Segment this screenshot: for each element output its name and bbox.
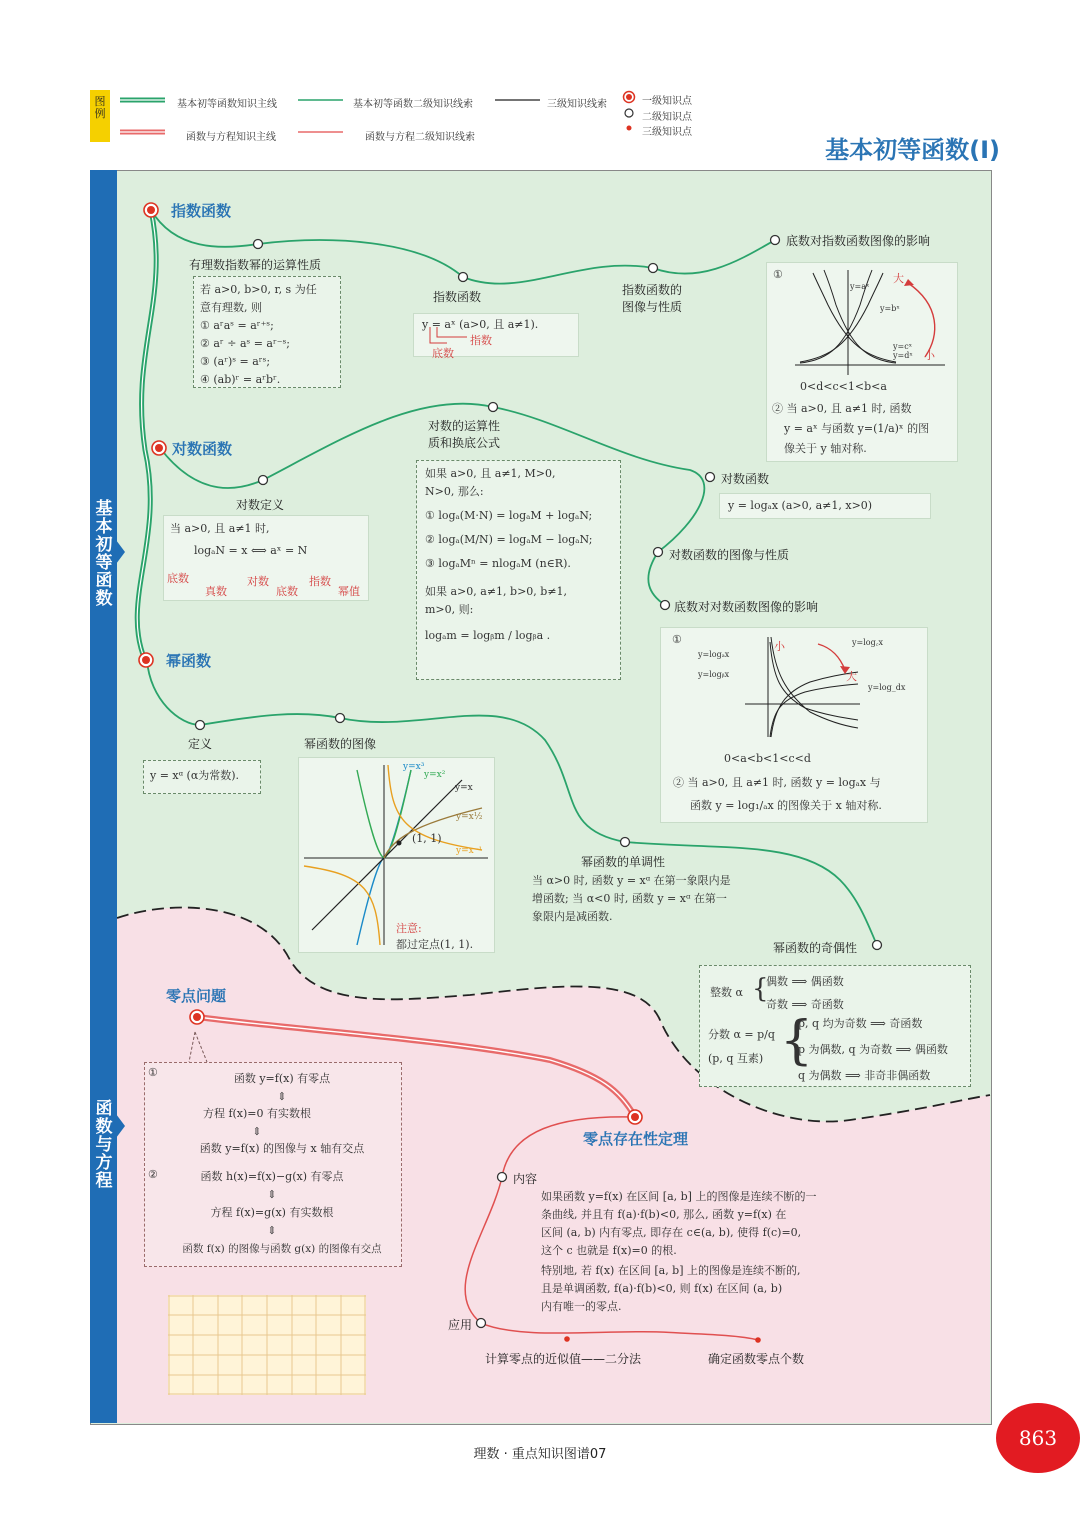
exp-title: 指数函数 bbox=[171, 202, 232, 220]
legend-tag: 图例 bbox=[90, 90, 110, 142]
zero-line: 函数 h(x)=f(x)−g(x) 有零点 bbox=[200, 1170, 344, 1183]
zero-app2: 确定函数零点个数 bbox=[708, 1352, 805, 1366]
zero-circle: ② bbox=[148, 1168, 158, 1181]
exp-prop-line: ① aʳaˢ = aʳ⁺ˢ; bbox=[200, 319, 274, 332]
power-parity-rule: p 为偶数, q 为奇数 ⟹ 偶函数 bbox=[798, 1043, 948, 1056]
exp-label-bracket bbox=[417, 325, 477, 350]
log-def-title: 对数定义 bbox=[236, 498, 285, 512]
power-parity-coprime: (p, q 互素) bbox=[708, 1052, 764, 1065]
log-rule: ① logₐ(M·N) = logₐM + logₐN; bbox=[425, 509, 593, 522]
exp-prop-line: ② aʳ ÷ aˢ = aʳ⁻ˢ; bbox=[200, 337, 291, 350]
exp-prop-box bbox=[193, 276, 341, 388]
zero-content-line: 条曲线, 并且有 f(a)·f(b)<0, 那么, 函数 y=f(x) 在 bbox=[541, 1208, 787, 1221]
zero-content-line: 特别地, 若 f(x) 在区间 [a, b] 上的图像是连续不断的, bbox=[541, 1264, 801, 1277]
legend-third-line: 三级知识线索 bbox=[547, 99, 607, 110]
log-base-effect-title: 底数对对数函数图像的影响 bbox=[674, 600, 819, 614]
power-def-title: 定义 bbox=[188, 737, 213, 751]
log-graph-note: ② 当 a>0, 且 a≠1 时, 函数 y = logₐx 与 bbox=[673, 776, 881, 789]
zero-arrow: ⇕ bbox=[277, 1090, 287, 1103]
exp-prop-line: 意有理数, 则 bbox=[200, 301, 262, 314]
exp-graph-circle: ① bbox=[773, 268, 783, 281]
log-change-head: m>0, 则: bbox=[425, 603, 474, 616]
exp-func-def: y = aˣ (a>0, 且 a≠1). bbox=[422, 318, 539, 331]
log-rule-head: 如果 a>0, 且 a≠1, M>0, bbox=[425, 467, 556, 480]
exp-graph-title: 指数函数的 图像与性质 bbox=[622, 283, 683, 314]
power-curve-label: y=x½ bbox=[456, 812, 483, 822]
log-small: 小 bbox=[774, 640, 785, 653]
log-graph bbox=[740, 632, 870, 742]
power-def-formula: y = xᵅ (α为常数). bbox=[150, 769, 240, 782]
log-rule-title: 对数的运算性 质和换底公式 bbox=[428, 419, 501, 450]
log-def-line1: 当 a>0, 且 a≠1 时, bbox=[170, 522, 270, 535]
exp-curve-label: y=dˣ bbox=[893, 351, 913, 360]
log-def-label: 真数 bbox=[205, 585, 227, 598]
log-curve-label: y=logₐx bbox=[698, 650, 730, 659]
zero-circle: ① bbox=[148, 1066, 158, 1079]
power-parity-even: 偶数 ⟹ 偶函数 bbox=[766, 975, 844, 988]
power-parity-frac: 分数 α = p/q bbox=[708, 1028, 775, 1041]
log-curve-label: y=log_dx bbox=[868, 683, 906, 692]
exp-label-index: 指数 bbox=[470, 334, 492, 347]
exp-prop-title: 有理数指数幂的运算性质 bbox=[189, 258, 322, 272]
log-graph-note: 函数 y = log₁/ₐx 的图像关于 x 轴对称. bbox=[690, 799, 882, 812]
band-arrows bbox=[116, 540, 126, 1140]
band-label-basic: 基本初等函数 bbox=[95, 499, 113, 609]
exp-prop-line: 若 a>0, b>0, r, s 为任 bbox=[200, 283, 317, 296]
zero-content-line: 如果函数 y=f(x) 在区间 [a, b] 上的图像是连续不断的一 bbox=[541, 1190, 817, 1203]
power-def-box bbox=[143, 760, 261, 794]
exp-curve-label: y=aˣ bbox=[850, 282, 870, 291]
power-mono-line: 象限内是减函数. bbox=[532, 910, 613, 923]
zero-content-line: 这个 c 也就是 f(x)=0 的根. bbox=[541, 1244, 677, 1257]
power-graph-title: 幂函数的图像 bbox=[304, 737, 377, 751]
legend-eq-second-line: 函数与方程二级知识线索 bbox=[365, 132, 475, 143]
zero-arrow: ⇕ bbox=[267, 1188, 277, 1201]
exp-curve-label: y=cˣ bbox=[893, 342, 913, 351]
exp-small: 小 bbox=[924, 349, 935, 362]
power-curve-label: y=x⁻¹ bbox=[456, 846, 483, 856]
zero-arrow: ⇕ bbox=[252, 1125, 262, 1138]
zero-content-line: 内有唯一的零点. bbox=[541, 1300, 622, 1313]
log-rule: ② logₐ(M/N) = logₐM − logₐN; bbox=[425, 533, 593, 546]
zero-app-title: 应用 bbox=[448, 1318, 473, 1332]
log-title: 对数函数 bbox=[172, 440, 233, 458]
page-title: 基本初等函数(Ⅰ) bbox=[825, 136, 1000, 164]
log-rule-box bbox=[416, 460, 621, 680]
exp-graph-cond: 0<d<c<1<b<a bbox=[800, 380, 887, 393]
log-graph-title: 对数函数的图像与性质 bbox=[669, 548, 790, 562]
exp-graph-note: 像关于 y 轴对称. bbox=[784, 442, 867, 455]
legend-point3: 三级知识点 bbox=[642, 127, 692, 138]
power-parity-int: 整数 α bbox=[710, 986, 743, 999]
power-mono-line: 增函数; 当 α<0 时, 函数 y = xᵅ 在第一 bbox=[532, 892, 727, 905]
log-change-head: 如果 a>0, a≠1, b>0, b≠1, bbox=[425, 585, 568, 598]
zero-line: 方程 f(x)=0 有实数根 bbox=[202, 1107, 312, 1120]
log-graph-cond: 0<a<b<1<c<d bbox=[724, 752, 811, 765]
power-curve-label: y=x² bbox=[424, 770, 446, 780]
zero-content-title: 内容 bbox=[513, 1172, 538, 1186]
legend-main-line: 基本初等函数知识主线 bbox=[177, 99, 277, 110]
log-def-label: 对数 bbox=[247, 575, 269, 588]
log-func-def: y = logₐx (a>0, a≠1, x>0) bbox=[728, 499, 873, 512]
zero-pointer bbox=[185, 1030, 215, 1064]
zero-line: 函数 f(x) 的图像与函数 g(x) 的图像有交点 bbox=[182, 1243, 382, 1255]
power-note2: 都过定点(1, 1). bbox=[396, 938, 474, 951]
log-change-formula: logₐm = logᵦm / logᵦa . bbox=[425, 629, 551, 642]
exp-graph-note: ② 当 a>0, 且 a≠1 时, 函数 bbox=[772, 402, 912, 415]
exp-label-base: 底数 bbox=[432, 347, 454, 360]
page-number: 863 bbox=[996, 1403, 1080, 1473]
power-parity-rule: q 为偶数 ⟹ 非奇非偶函数 bbox=[798, 1069, 931, 1082]
zero-line: 函数 y=f(x) 的图像与 x 轴有交点 bbox=[199, 1142, 365, 1155]
zero-theorem-title: 零点存在性定理 bbox=[583, 1130, 689, 1148]
log-def-label: 指数 bbox=[309, 575, 331, 588]
legend-second-line: 基本初等函数二级知识线索 bbox=[353, 99, 473, 110]
legend-point2: 二级知识点 bbox=[642, 112, 692, 123]
log-big: 大 bbox=[846, 670, 857, 683]
log-func-box bbox=[719, 493, 931, 519]
zero-content-line: 区间 (a, b) 内有零点, 即存在 c∈(a, b), 使得 f(c)=0, bbox=[541, 1226, 802, 1239]
log-func-title: 对数函数 bbox=[721, 472, 770, 486]
power-mono-line: 当 α>0 时, 函数 y = xᵅ 在第一象限内是 bbox=[532, 874, 731, 887]
log-rule-head: N>0, 那么: bbox=[425, 485, 484, 498]
band-label-equation: 函数与方程 bbox=[95, 1099, 113, 1191]
legend-point1: 一级知识点 bbox=[642, 96, 692, 107]
zero-arrow: ⇕ bbox=[267, 1224, 277, 1237]
exp-base-effect-title: 底数对指数函数图像的影响 bbox=[786, 234, 931, 248]
power-note1: 注意: bbox=[396, 922, 422, 935]
log-def-label: 幂值 bbox=[338, 585, 360, 598]
log-def-label: 底数 bbox=[276, 585, 298, 598]
brace-icon: { bbox=[780, 1011, 814, 1071]
log-curve-label: y=logᵦx bbox=[698, 670, 730, 679]
log-def-label: 底数 bbox=[167, 572, 189, 585]
power-title: 幂函数 bbox=[166, 652, 212, 670]
exp-func-title: 指数函数 bbox=[433, 290, 482, 304]
exp-prop-line: ④ (ab)ʳ = aʳbʳ. bbox=[200, 373, 281, 386]
power-mono-title: 幂函数的单调性 bbox=[581, 855, 666, 869]
legend-eq-main-line: 函数与方程知识主线 bbox=[186, 132, 276, 143]
power-parity-odd: 奇数 ⟹ 奇函数 bbox=[766, 998, 844, 1011]
power-parity-title: 幂函数的奇偶性 bbox=[773, 941, 858, 955]
power-parity-rule: p, q 均为奇数 ⟹ 奇函数 bbox=[798, 1017, 923, 1030]
footer: 理数 · 重点知识图谱07 bbox=[473, 1447, 607, 1462]
sidebar-band bbox=[90, 170, 117, 1423]
exp-prop-line: ③ (aʳ)ˢ = aʳˢ; bbox=[200, 355, 271, 368]
exp-curve-label: y=bˣ bbox=[880, 304, 900, 313]
brace-icon: { bbox=[752, 974, 769, 1004]
power-curve-label: y=x³ bbox=[403, 762, 425, 772]
exp-big: 大 bbox=[893, 272, 904, 285]
log-def-line2: logₐN = x ⟺ aˣ = N bbox=[194, 544, 308, 557]
power-curve-label: y=x bbox=[455, 783, 473, 793]
zero-line: 方程 f(x)=g(x) 有实数根 bbox=[210, 1206, 334, 1219]
zero-title: 零点问题 bbox=[166, 987, 227, 1005]
log-graph-circle: ① bbox=[672, 633, 682, 646]
zero-content-line: 且是单调函数, f(a)·f(b)<0, 则 f(x) 在区间 (a, b) bbox=[541, 1282, 783, 1295]
grid-pad bbox=[168, 1295, 366, 1395]
zero-app1: 计算零点的近似值——二分法 bbox=[485, 1352, 642, 1366]
exp-graph-note: y = aˣ 与函数 y=(1/a)ˣ 的图 bbox=[784, 422, 930, 435]
zero-line: 函数 y=f(x) 有零点 bbox=[233, 1072, 331, 1085]
log-curve-label: y=log꜀x bbox=[852, 638, 883, 647]
log-rule: ③ logₐMⁿ = nlogₐM (n∈R). bbox=[425, 557, 571, 570]
power-point: (1, 1) bbox=[412, 832, 442, 845]
